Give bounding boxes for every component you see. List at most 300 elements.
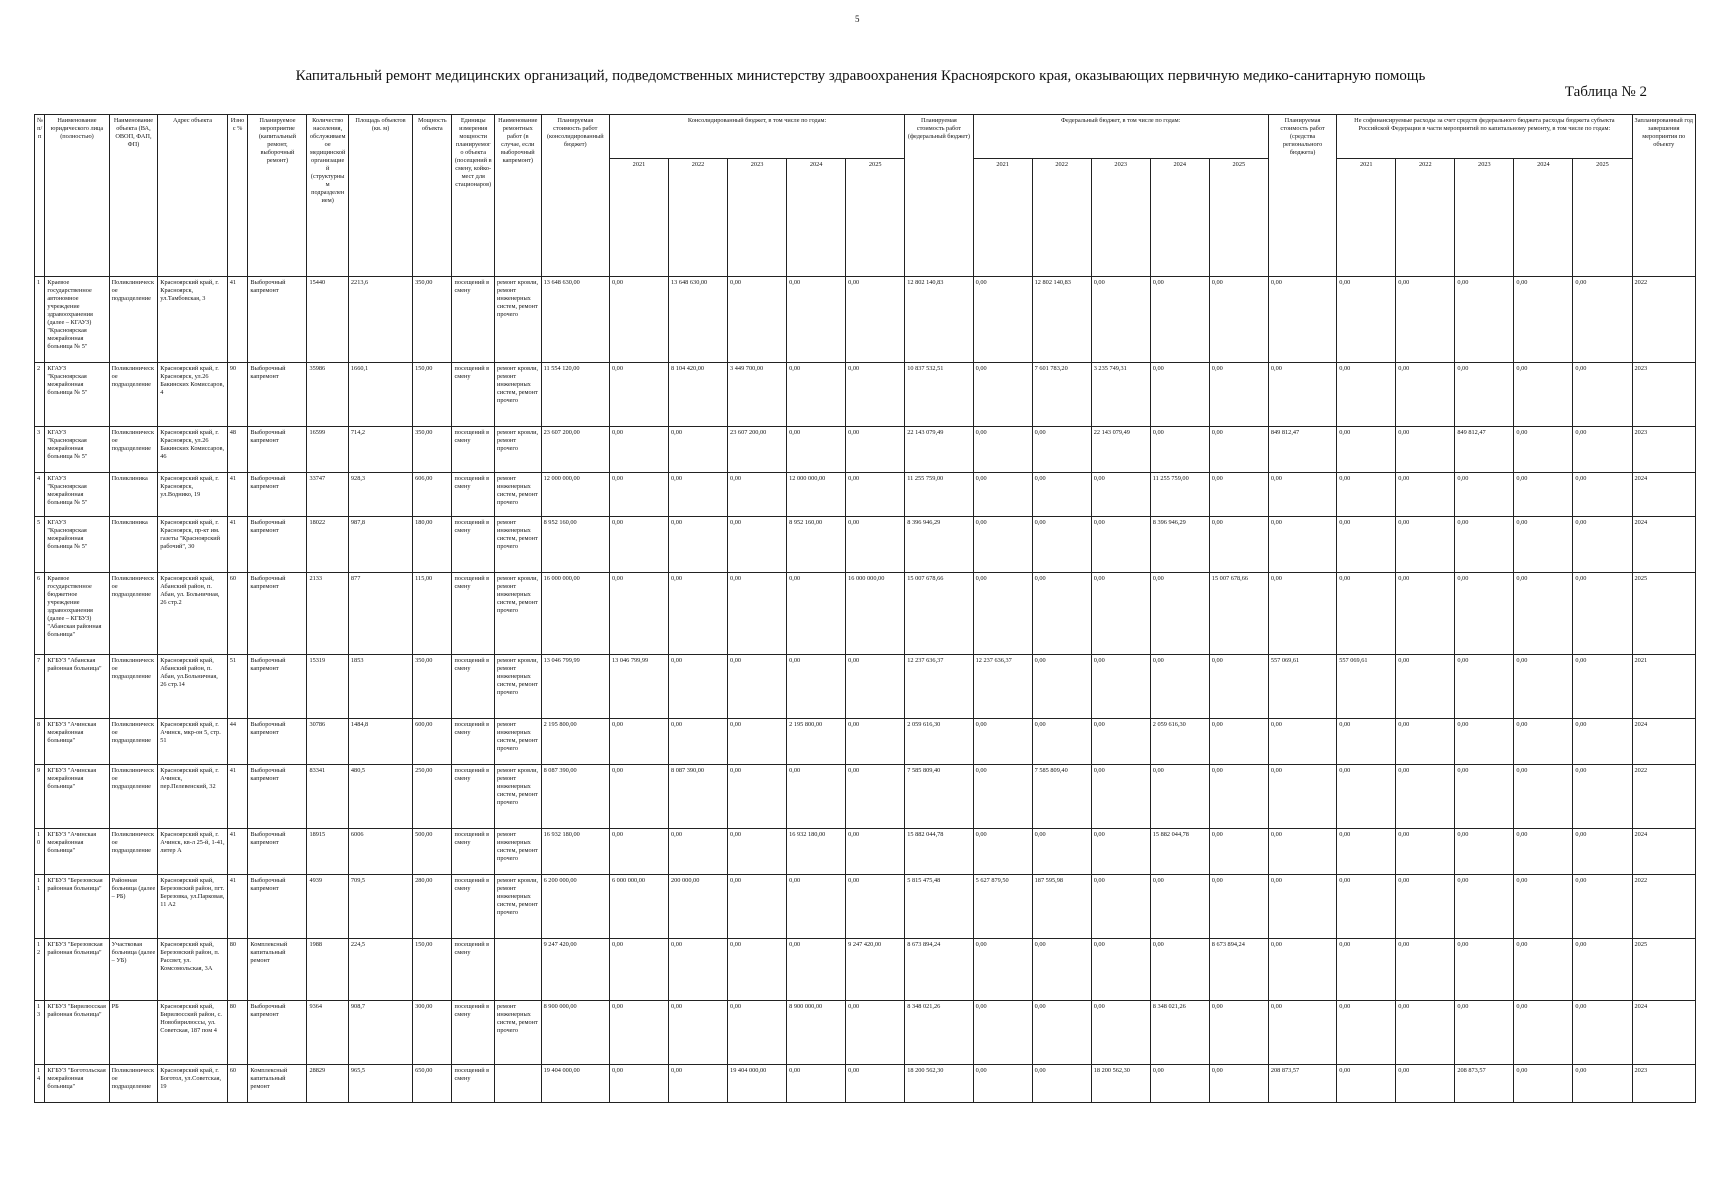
cell-federal-2022: 0,00 xyxy=(1032,655,1091,719)
cell-cost-federal: 12 802 140,83 xyxy=(905,277,973,363)
cell-federal-2024: 2 059 616,30 xyxy=(1150,719,1209,765)
cell-consolidated-2021: 0,00 xyxy=(609,765,668,829)
table-row xyxy=(35,573,1696,655)
cell-federal-2024: 0,00 xyxy=(1150,1065,1209,1103)
header-capacity: Мощность объекта xyxy=(413,115,452,277)
cell-area: 877 xyxy=(348,573,412,655)
cell-consolidated-2025: 0,00 xyxy=(846,765,905,829)
cell-cost-regional: 0,00 xyxy=(1268,719,1336,765)
cell-cofin-2021: 0,00 xyxy=(1337,765,1396,829)
cell-consolidated-2022: 0,00 xyxy=(669,573,728,655)
cell-cost-federal: 12 237 636,37 xyxy=(905,655,973,719)
cell-consolidated-2024: 0,00 xyxy=(787,939,846,1001)
cell-address: Красноярский край, г. Боготол, ул.Советская, 19 xyxy=(158,1065,227,1103)
cell-population: 2133 xyxy=(307,573,348,655)
cell-cofin-2025: 0,00 xyxy=(1573,517,1632,573)
header-cost-federal: Планируемая стоимость работ (федеральный бюджет) xyxy=(905,115,973,277)
cell-completion-year: 2025 xyxy=(1632,573,1695,655)
cell-cofin-2023: 0,00 xyxy=(1455,363,1514,427)
cell-consolidated-2022: 0,00 xyxy=(669,1065,728,1103)
cell-works: ремонт инженерных систем, ремонт прочего xyxy=(494,473,541,517)
cell-consolidated-2024: 0,00 xyxy=(787,277,846,363)
cell-area: 908,7 xyxy=(348,1001,412,1065)
cell-cofin-2022: 0,00 xyxy=(1396,765,1455,829)
cell-cost-regional: 557 069,61 xyxy=(1268,655,1336,719)
cell-cofin-2021: 0,00 xyxy=(1337,277,1396,363)
cell-federal-2023: 0,00 xyxy=(1091,277,1150,363)
cell-federal-2022: 0,00 xyxy=(1032,473,1091,517)
header-year: 2023 xyxy=(1091,159,1150,277)
cell-planned-event: Комплексный капитальный ремонт xyxy=(248,939,307,1001)
cell-consolidated-2022: 8 087 390,00 xyxy=(669,765,728,829)
cell-cofin-2021: 557 069,61 xyxy=(1337,655,1396,719)
cell-num: 11 xyxy=(35,875,45,939)
cell-consolidated-2023: 0,00 xyxy=(728,473,787,517)
cell-object-name: Поликлиническое подразделение xyxy=(109,277,158,363)
cell-cost-federal: 2 059 616,30 xyxy=(905,719,973,765)
table-label: Таблица № 2 xyxy=(1564,84,1647,100)
cell-capacity: 650,00 xyxy=(413,1065,452,1103)
cell-cost-regional: 0,00 xyxy=(1268,1001,1336,1065)
cell-federal-2021: 0,00 xyxy=(973,1065,1032,1103)
cell-consolidated-2022: 0,00 xyxy=(669,473,728,517)
header-year: 2022 xyxy=(1396,159,1455,277)
cell-cofin-2024: 0,00 xyxy=(1514,765,1573,829)
cell-wear: 51 xyxy=(227,655,248,719)
cell-capacity: 180,00 xyxy=(413,517,452,573)
cell-planned-event: Комплексный капитальный ремонт xyxy=(248,1065,307,1103)
header-num: № п/п xyxy=(35,115,45,277)
cell-address: Красноярский край, г. Красноярск, ул.26 Бакинских Комиссаров, 46 xyxy=(158,427,227,473)
table-row xyxy=(35,473,1696,517)
header-year: 2024 xyxy=(1514,159,1573,277)
cell-units: посещений в смену xyxy=(452,829,494,875)
cell-cofin-2023: 0,00 xyxy=(1455,719,1514,765)
header-year: 2021 xyxy=(973,159,1032,277)
cell-federal-2025: 0,00 xyxy=(1209,473,1268,517)
cell-consolidated-2021: 0,00 xyxy=(609,363,668,427)
cell-capacity: 280,00 xyxy=(413,875,452,939)
cell-cofin-2023: 0,00 xyxy=(1455,829,1514,875)
header-year: 2024 xyxy=(1150,159,1209,277)
cell-consolidated-2021: 0,00 xyxy=(609,277,668,363)
cell-cofin-2023: 0,00 xyxy=(1455,573,1514,655)
cell-cofin-2025: 0,00 xyxy=(1573,277,1632,363)
cell-cost-regional: 0,00 xyxy=(1268,573,1336,655)
cell-cofin-2023: 0,00 xyxy=(1455,1001,1514,1065)
cell-area: 2213,6 xyxy=(348,277,412,363)
cell-cofin-2022: 0,00 xyxy=(1396,517,1455,573)
cell-consolidated-2022: 0,00 xyxy=(669,655,728,719)
table-row xyxy=(35,277,1696,363)
table-body xyxy=(35,277,1696,1103)
cell-consolidated-2021: 0,00 xyxy=(609,719,668,765)
cell-cost-federal: 18 200 562,30 xyxy=(905,1065,973,1103)
cell-cofin-2025: 0,00 xyxy=(1573,573,1632,655)
table-row xyxy=(35,719,1696,765)
cell-object-name: Поликлиническое подразделение xyxy=(109,573,158,655)
cell-planned-event: Выборочный капремонт xyxy=(248,875,307,939)
header-year: 2025 xyxy=(1573,159,1632,277)
cell-consolidated-2024: 2 195 800,00 xyxy=(787,719,846,765)
cell-cofin-2024: 0,00 xyxy=(1514,829,1573,875)
cell-cost-consolidated: 13 046 799,99 xyxy=(541,655,609,719)
cell-address: Красноярский край, Абанский район, п. Абан, ул. Больничная, 26 стр.2 xyxy=(158,573,227,655)
cell-consolidated-2024: 0,00 xyxy=(787,363,846,427)
cell-works: ремонт кровли, ремонт инженерных систем, ремонт прочего xyxy=(494,875,541,939)
cell-object-name: Поликлиническое подразделение xyxy=(109,1065,158,1103)
cell-cofin-2025: 0,00 xyxy=(1573,875,1632,939)
cell-completion-year: 2023 xyxy=(1632,427,1695,473)
cell-cofin-2023: 208 873,57 xyxy=(1455,1065,1514,1103)
cell-planned-event: Выборочный капремонт xyxy=(248,573,307,655)
cell-consolidated-2025: 0,00 xyxy=(846,829,905,875)
cell-cofin-2022: 0,00 xyxy=(1396,829,1455,875)
cell-federal-2022: 0,00 xyxy=(1032,1001,1091,1065)
cell-federal-2021: 0,00 xyxy=(973,765,1032,829)
header-area: Площадь объектов (кв. м) xyxy=(348,115,412,277)
cell-object-name: Участковая больница (далее – УБ) xyxy=(109,939,158,1001)
header-year: 2024 xyxy=(787,159,846,277)
cell-federal-2023: 18 200 562,30 xyxy=(1091,1065,1150,1103)
cell-consolidated-2025: 0,00 xyxy=(846,517,905,573)
cell-cofin-2025: 0,00 xyxy=(1573,765,1632,829)
cell-completion-year: 2024 xyxy=(1632,1001,1695,1065)
cell-population: 15319 xyxy=(307,655,348,719)
cell-federal-2025: 0,00 xyxy=(1209,655,1268,719)
cell-works xyxy=(494,939,541,1001)
table-row xyxy=(35,517,1696,573)
cell-cofin-2021: 0,00 xyxy=(1337,473,1396,517)
cell-object-name: Поликлиническое подразделение xyxy=(109,765,158,829)
cell-capacity: 350,00 xyxy=(413,655,452,719)
cell-cost-consolidated: 13 648 630,00 xyxy=(541,277,609,363)
cell-capacity: 350,00 xyxy=(413,427,452,473)
cell-works: ремонт инженерных систем, ремонт прочего xyxy=(494,517,541,573)
document-title: Капитальный ремонт медицинских организаций, подведомственных министерству здравоохранения Красноярского края, оказывающих первичную медико-санитарную помощь xyxy=(295,68,1426,84)
cell-completion-year: 2022 xyxy=(1632,277,1695,363)
cell-consolidated-2023: 3 449 700,00 xyxy=(728,363,787,427)
cell-consolidated-2021: 0,00 xyxy=(609,517,668,573)
cell-planned-event: Выборочный капремонт xyxy=(248,277,307,363)
cell-planned-event: Выборочный капремонт xyxy=(248,363,307,427)
cell-cofin-2021: 0,00 xyxy=(1337,573,1396,655)
cell-federal-2024: 8 396 946,29 xyxy=(1150,517,1209,573)
cell-population: 18022 xyxy=(307,517,348,573)
header-cofin-group: Не софинансируемые расходы за счет средств федерального бюджета расходы бюджета субъекта Российской Федерации в части мероприятий по капитальному ремонту, в том числе по годам: xyxy=(1337,115,1632,159)
cell-cost-federal: 10 837 532,51 xyxy=(905,363,973,427)
cell-works: ремонт кровли, ремонт инженерных систем, ремонт прочего xyxy=(494,655,541,719)
cell-address: Красноярский край, г. Красноярск, ул.Тамбовская, 3 xyxy=(158,277,227,363)
cell-org-name: КГБУЗ "Ачинская межрайонная больница" xyxy=(45,765,109,829)
cell-planned-event: Выборочный капремонт xyxy=(248,427,307,473)
cell-completion-year: 2022 xyxy=(1632,765,1695,829)
cell-cofin-2022: 0,00 xyxy=(1396,719,1455,765)
cell-federal-2025: 0,00 xyxy=(1209,875,1268,939)
cell-consolidated-2024: 0,00 xyxy=(787,427,846,473)
table-row xyxy=(35,829,1696,875)
cell-federal-2025: 15 007 678,66 xyxy=(1209,573,1268,655)
cell-address: Красноярский край, Березовский район, пгт. Березовка, ул.Парковая, 11 А2 xyxy=(158,875,227,939)
cell-federal-2024: 0,00 xyxy=(1150,277,1209,363)
cell-address: Красноярский край, г. Ачинск, мкр-он 5, стр. 51 xyxy=(158,719,227,765)
cell-completion-year: 2021 xyxy=(1632,655,1695,719)
cell-units: посещений в смену xyxy=(452,875,494,939)
cell-cost-regional: 0,00 xyxy=(1268,473,1336,517)
header-year: 2023 xyxy=(1455,159,1514,277)
header-org-name: Наименование юридического лица (полностью) xyxy=(45,115,109,277)
cell-units: посещений в смену xyxy=(452,655,494,719)
cell-federal-2025: 0,00 xyxy=(1209,277,1268,363)
cell-consolidated-2021: 0,00 xyxy=(609,939,668,1001)
cell-cofin-2022: 0,00 xyxy=(1396,1065,1455,1103)
cell-org-name: КГБУЗ "Боготольская межрайонная больница" xyxy=(45,1065,109,1103)
cell-federal-2025: 8 673 894,24 xyxy=(1209,939,1268,1001)
page-number: 5 xyxy=(855,14,860,24)
cell-federal-2021: 0,00 xyxy=(973,573,1032,655)
cell-federal-2022: 7 585 809,40 xyxy=(1032,765,1091,829)
cell-works: ремонт инженерных систем, ремонт прочего xyxy=(494,719,541,765)
cell-federal-2025: 0,00 xyxy=(1209,363,1268,427)
cell-cost-regional: 0,00 xyxy=(1268,765,1336,829)
cell-area: 928,3 xyxy=(348,473,412,517)
cell-federal-2025: 0,00 xyxy=(1209,719,1268,765)
cell-cofin-2022: 0,00 xyxy=(1396,427,1455,473)
cell-population: 30786 xyxy=(307,719,348,765)
cell-cofin-2025: 0,00 xyxy=(1573,655,1632,719)
cell-num: 9 xyxy=(35,765,45,829)
cell-cofin-2021: 0,00 xyxy=(1337,719,1396,765)
cell-federal-2024: 0,00 xyxy=(1150,765,1209,829)
cell-federal-2023: 0,00 xyxy=(1091,517,1150,573)
cell-area: 224,5 xyxy=(348,939,412,1001)
cell-num: 13 xyxy=(35,1001,45,1065)
cell-org-name: КГБУЗ "Ачинская межрайонная больница" xyxy=(45,829,109,875)
cell-federal-2024: 0,00 xyxy=(1150,939,1209,1001)
cell-federal-2025: 0,00 xyxy=(1209,765,1268,829)
header-cost-regional: Планируемая стоимость работ (средства регионального бюджета) xyxy=(1268,115,1336,277)
cell-cofin-2022: 0,00 xyxy=(1396,655,1455,719)
cell-org-name: КГБУЗ "Березовская районная больница" xyxy=(45,939,109,1001)
cell-consolidated-2025: 0,00 xyxy=(846,719,905,765)
cell-org-name: КГАУЗ "Красноярская межрайонная больница № 5" xyxy=(45,427,109,473)
cell-population: 35986 xyxy=(307,363,348,427)
cell-cost-consolidated: 8 900 000,00 xyxy=(541,1001,609,1065)
cell-cofin-2024: 0,00 xyxy=(1514,875,1573,939)
cell-cofin-2022: 0,00 xyxy=(1396,1001,1455,1065)
cell-cost-federal: 22 143 079,49 xyxy=(905,427,973,473)
header-population: Количество населения, обслуживаемое медицинской организацией (структурным подразделением) xyxy=(307,115,348,277)
header-wear: Износ % xyxy=(227,115,248,277)
cell-federal-2021: 5 627 879,50 xyxy=(973,875,1032,939)
cell-consolidated-2025: 0,00 xyxy=(846,1001,905,1065)
cell-cost-federal: 7 585 809,40 xyxy=(905,765,973,829)
cell-federal-2023: 22 143 079,49 xyxy=(1091,427,1150,473)
cell-cost-federal: 11 255 759,00 xyxy=(905,473,973,517)
cell-num: 12 xyxy=(35,939,45,1001)
cell-federal-2022: 0,00 xyxy=(1032,1065,1091,1103)
cell-completion-year: 2023 xyxy=(1632,1065,1695,1103)
cell-cofin-2024: 0,00 xyxy=(1514,573,1573,655)
header-row-groups xyxy=(35,115,1696,159)
cell-org-name: Краевое государственное бюджетное учреждение здравоохранения (далее – КГБУЗ) "Абанская районная больница" xyxy=(45,573,109,655)
cell-org-name: КГАУЗ "Красноярская межрайонная больница № 5" xyxy=(45,473,109,517)
cell-consolidated-2023: 0,00 xyxy=(728,765,787,829)
cell-num: 4 xyxy=(35,473,45,517)
cell-works: ремонт кровли, ремонт инженерных систем, ремонт прочего xyxy=(494,765,541,829)
cell-consolidated-2023: 0,00 xyxy=(728,829,787,875)
cell-cofin-2024: 0,00 xyxy=(1514,1001,1573,1065)
cell-federal-2023: 0,00 xyxy=(1091,573,1150,655)
cell-consolidated-2023: 0,00 xyxy=(728,1001,787,1065)
table-row xyxy=(35,765,1696,829)
cell-federal-2024: 0,00 xyxy=(1150,655,1209,719)
cell-cofin-2025: 0,00 xyxy=(1573,719,1632,765)
cell-object-name: Поликлиническое подразделение xyxy=(109,427,158,473)
cell-works: ремонт кровли, ремонт инженерных систем, ремонт прочего xyxy=(494,363,541,427)
cell-cost-federal: 5 815 475,48 xyxy=(905,875,973,939)
cell-cofin-2025: 0,00 xyxy=(1573,939,1632,1001)
cell-cofin-2022: 0,00 xyxy=(1396,473,1455,517)
cell-population: 18915 xyxy=(307,829,348,875)
cell-cofin-2024: 0,00 xyxy=(1514,427,1573,473)
cell-population: 83341 xyxy=(307,765,348,829)
cell-cost-regional: 0,00 xyxy=(1268,517,1336,573)
cell-works: ремонт кровли, ремонт инженерных систем, ремонт прочего xyxy=(494,573,541,655)
cell-num: 8 xyxy=(35,719,45,765)
cell-completion-year: 2023 xyxy=(1632,363,1695,427)
cell-federal-2021: 0,00 xyxy=(973,363,1032,427)
cell-cofin-2024: 0,00 xyxy=(1514,655,1573,719)
cell-federal-2021: 0,00 xyxy=(973,517,1032,573)
cell-consolidated-2023: 0,00 xyxy=(728,655,787,719)
table-row xyxy=(35,939,1696,1001)
cell-completion-year: 2025 xyxy=(1632,939,1695,1001)
cell-cofin-2021: 0,00 xyxy=(1337,517,1396,573)
cell-consolidated-2021: 0,00 xyxy=(609,829,668,875)
cell-federal-2021: 0,00 xyxy=(973,1001,1032,1065)
cell-cofin-2023: 0,00 xyxy=(1455,655,1514,719)
cell-units: посещений в смену xyxy=(452,1065,494,1103)
table-wrapper xyxy=(34,114,1696,1103)
cell-org-name: Краевое государственное автономное учреждение здравоохранения (далее – КГАУЗ) "Красноярская межрайонная больница № 5" xyxy=(45,277,109,363)
cell-consolidated-2021: 13 046 799,99 xyxy=(609,655,668,719)
cell-consolidated-2022: 0,00 xyxy=(669,427,728,473)
table-row xyxy=(35,655,1696,719)
cell-consolidated-2021: 0,00 xyxy=(609,1065,668,1103)
cell-consolidated-2021: 0,00 xyxy=(609,473,668,517)
cell-address: Красноярский край, г. Красноярск, ул.26 Бакинских Комиссаров, 4 xyxy=(158,363,227,427)
cell-area: 965,5 xyxy=(348,1065,412,1103)
cell-units: посещений в смену xyxy=(452,719,494,765)
cell-wear: 41 xyxy=(227,277,248,363)
cell-completion-year: 2024 xyxy=(1632,829,1695,875)
cell-num: 1 xyxy=(35,277,45,363)
cell-consolidated-2021: 0,00 xyxy=(609,427,668,473)
cell-capacity: 350,00 xyxy=(413,277,452,363)
cell-cost-regional: 0,00 xyxy=(1268,829,1336,875)
cell-capacity: 500,00 xyxy=(413,829,452,875)
cell-cofin-2024: 0,00 xyxy=(1514,1065,1573,1103)
cell-consolidated-2024: 0,00 xyxy=(787,765,846,829)
cell-wear: 80 xyxy=(227,939,248,1001)
cell-cofin-2024: 0,00 xyxy=(1514,473,1573,517)
cell-federal-2024: 0,00 xyxy=(1150,875,1209,939)
cell-federal-2024: 8 348 021,26 xyxy=(1150,1001,1209,1065)
cell-federal-2022: 7 601 783,20 xyxy=(1032,363,1091,427)
header-year: 2025 xyxy=(846,159,905,277)
cell-cofin-2021: 0,00 xyxy=(1337,1065,1396,1103)
cell-federal-2023: 0,00 xyxy=(1091,875,1150,939)
cell-cost-regional: 0,00 xyxy=(1268,939,1336,1001)
cell-cofin-2025: 0,00 xyxy=(1573,473,1632,517)
cell-cofin-2023: 0,00 xyxy=(1455,875,1514,939)
table-row xyxy=(35,875,1696,939)
cell-federal-2021: 0,00 xyxy=(973,427,1032,473)
cell-address: Красноярский край, г. Ачинск, кв-л 25-й, 1-41, литер А xyxy=(158,829,227,875)
cell-cost-consolidated: 2 195 800,00 xyxy=(541,719,609,765)
cell-federal-2024: 15 882 044,78 xyxy=(1150,829,1209,875)
cell-federal-2022: 0,00 xyxy=(1032,427,1091,473)
cell-cofin-2024: 0,00 xyxy=(1514,517,1573,573)
cell-consolidated-2021: 0,00 xyxy=(609,1001,668,1065)
cell-num: 14 xyxy=(35,1065,45,1103)
cell-federal-2025: 0,00 xyxy=(1209,1001,1268,1065)
cell-consolidated-2025: 9 247 420,00 xyxy=(846,939,905,1001)
cell-units: посещений в смену xyxy=(452,517,494,573)
cell-federal-2025: 0,00 xyxy=(1209,829,1268,875)
cell-area: 709,5 xyxy=(348,875,412,939)
cell-federal-2023: 0,00 xyxy=(1091,829,1150,875)
cell-consolidated-2023: 0,00 xyxy=(728,573,787,655)
cell-area: 1484,8 xyxy=(348,719,412,765)
cell-consolidated-2025: 0,00 xyxy=(846,363,905,427)
cell-object-name: Поликлиническое подразделение xyxy=(109,829,158,875)
cell-consolidated-2025: 16 000 000,00 xyxy=(846,573,905,655)
header-completion-year: Запланированный год завершения мероприятия по объекту xyxy=(1632,115,1695,277)
cell-cofin-2025: 0,00 xyxy=(1573,1065,1632,1103)
cell-federal-2021: 0,00 xyxy=(973,829,1032,875)
cell-cost-consolidated: 6 200 000,00 xyxy=(541,875,609,939)
cell-cost-federal: 8 673 894,24 xyxy=(905,939,973,1001)
cell-cost-consolidated: 12 000 000,00 xyxy=(541,473,609,517)
cell-object-name: Поликлиническое подразделение xyxy=(109,655,158,719)
cell-consolidated-2024: 0,00 xyxy=(787,655,846,719)
cell-cost-consolidated: 8 087 390,00 xyxy=(541,765,609,829)
cell-cost-consolidated: 23 607 200,00 xyxy=(541,427,609,473)
cell-planned-event: Выборочный капремонт xyxy=(248,829,307,875)
header-year: 2023 xyxy=(728,159,787,277)
table-row xyxy=(35,1001,1696,1065)
cell-works: ремонт инженерных систем, ремонт прочего xyxy=(494,829,541,875)
cell-org-name: КГАУЗ "Красноярская межрайонная больница № 5" xyxy=(45,363,109,427)
cell-consolidated-2025: 0,00 xyxy=(846,277,905,363)
header-address: Адрес объекта xyxy=(158,115,227,277)
cell-cofin-2022: 0,00 xyxy=(1396,277,1455,363)
cell-federal-2021: 0,00 xyxy=(973,939,1032,1001)
cell-federal-2022: 0,00 xyxy=(1032,573,1091,655)
cell-cofin-2023: 849 812,47 xyxy=(1455,427,1514,473)
cell-federal-2023: 3 235 749,31 xyxy=(1091,363,1150,427)
cell-planned-event: Выборочный капремонт xyxy=(248,655,307,719)
cell-cofin-2022: 0,00 xyxy=(1396,939,1455,1001)
cell-works: ремонт инженерных систем, ремонт прочего xyxy=(494,1001,541,1065)
cell-capacity: 250,00 xyxy=(413,765,452,829)
cell-cofin-2024: 0,00 xyxy=(1514,277,1573,363)
cell-cofin-2025: 0,00 xyxy=(1573,829,1632,875)
cell-consolidated-2023: 0,00 xyxy=(728,719,787,765)
cell-cost-federal: 8 348 021,26 xyxy=(905,1001,973,1065)
